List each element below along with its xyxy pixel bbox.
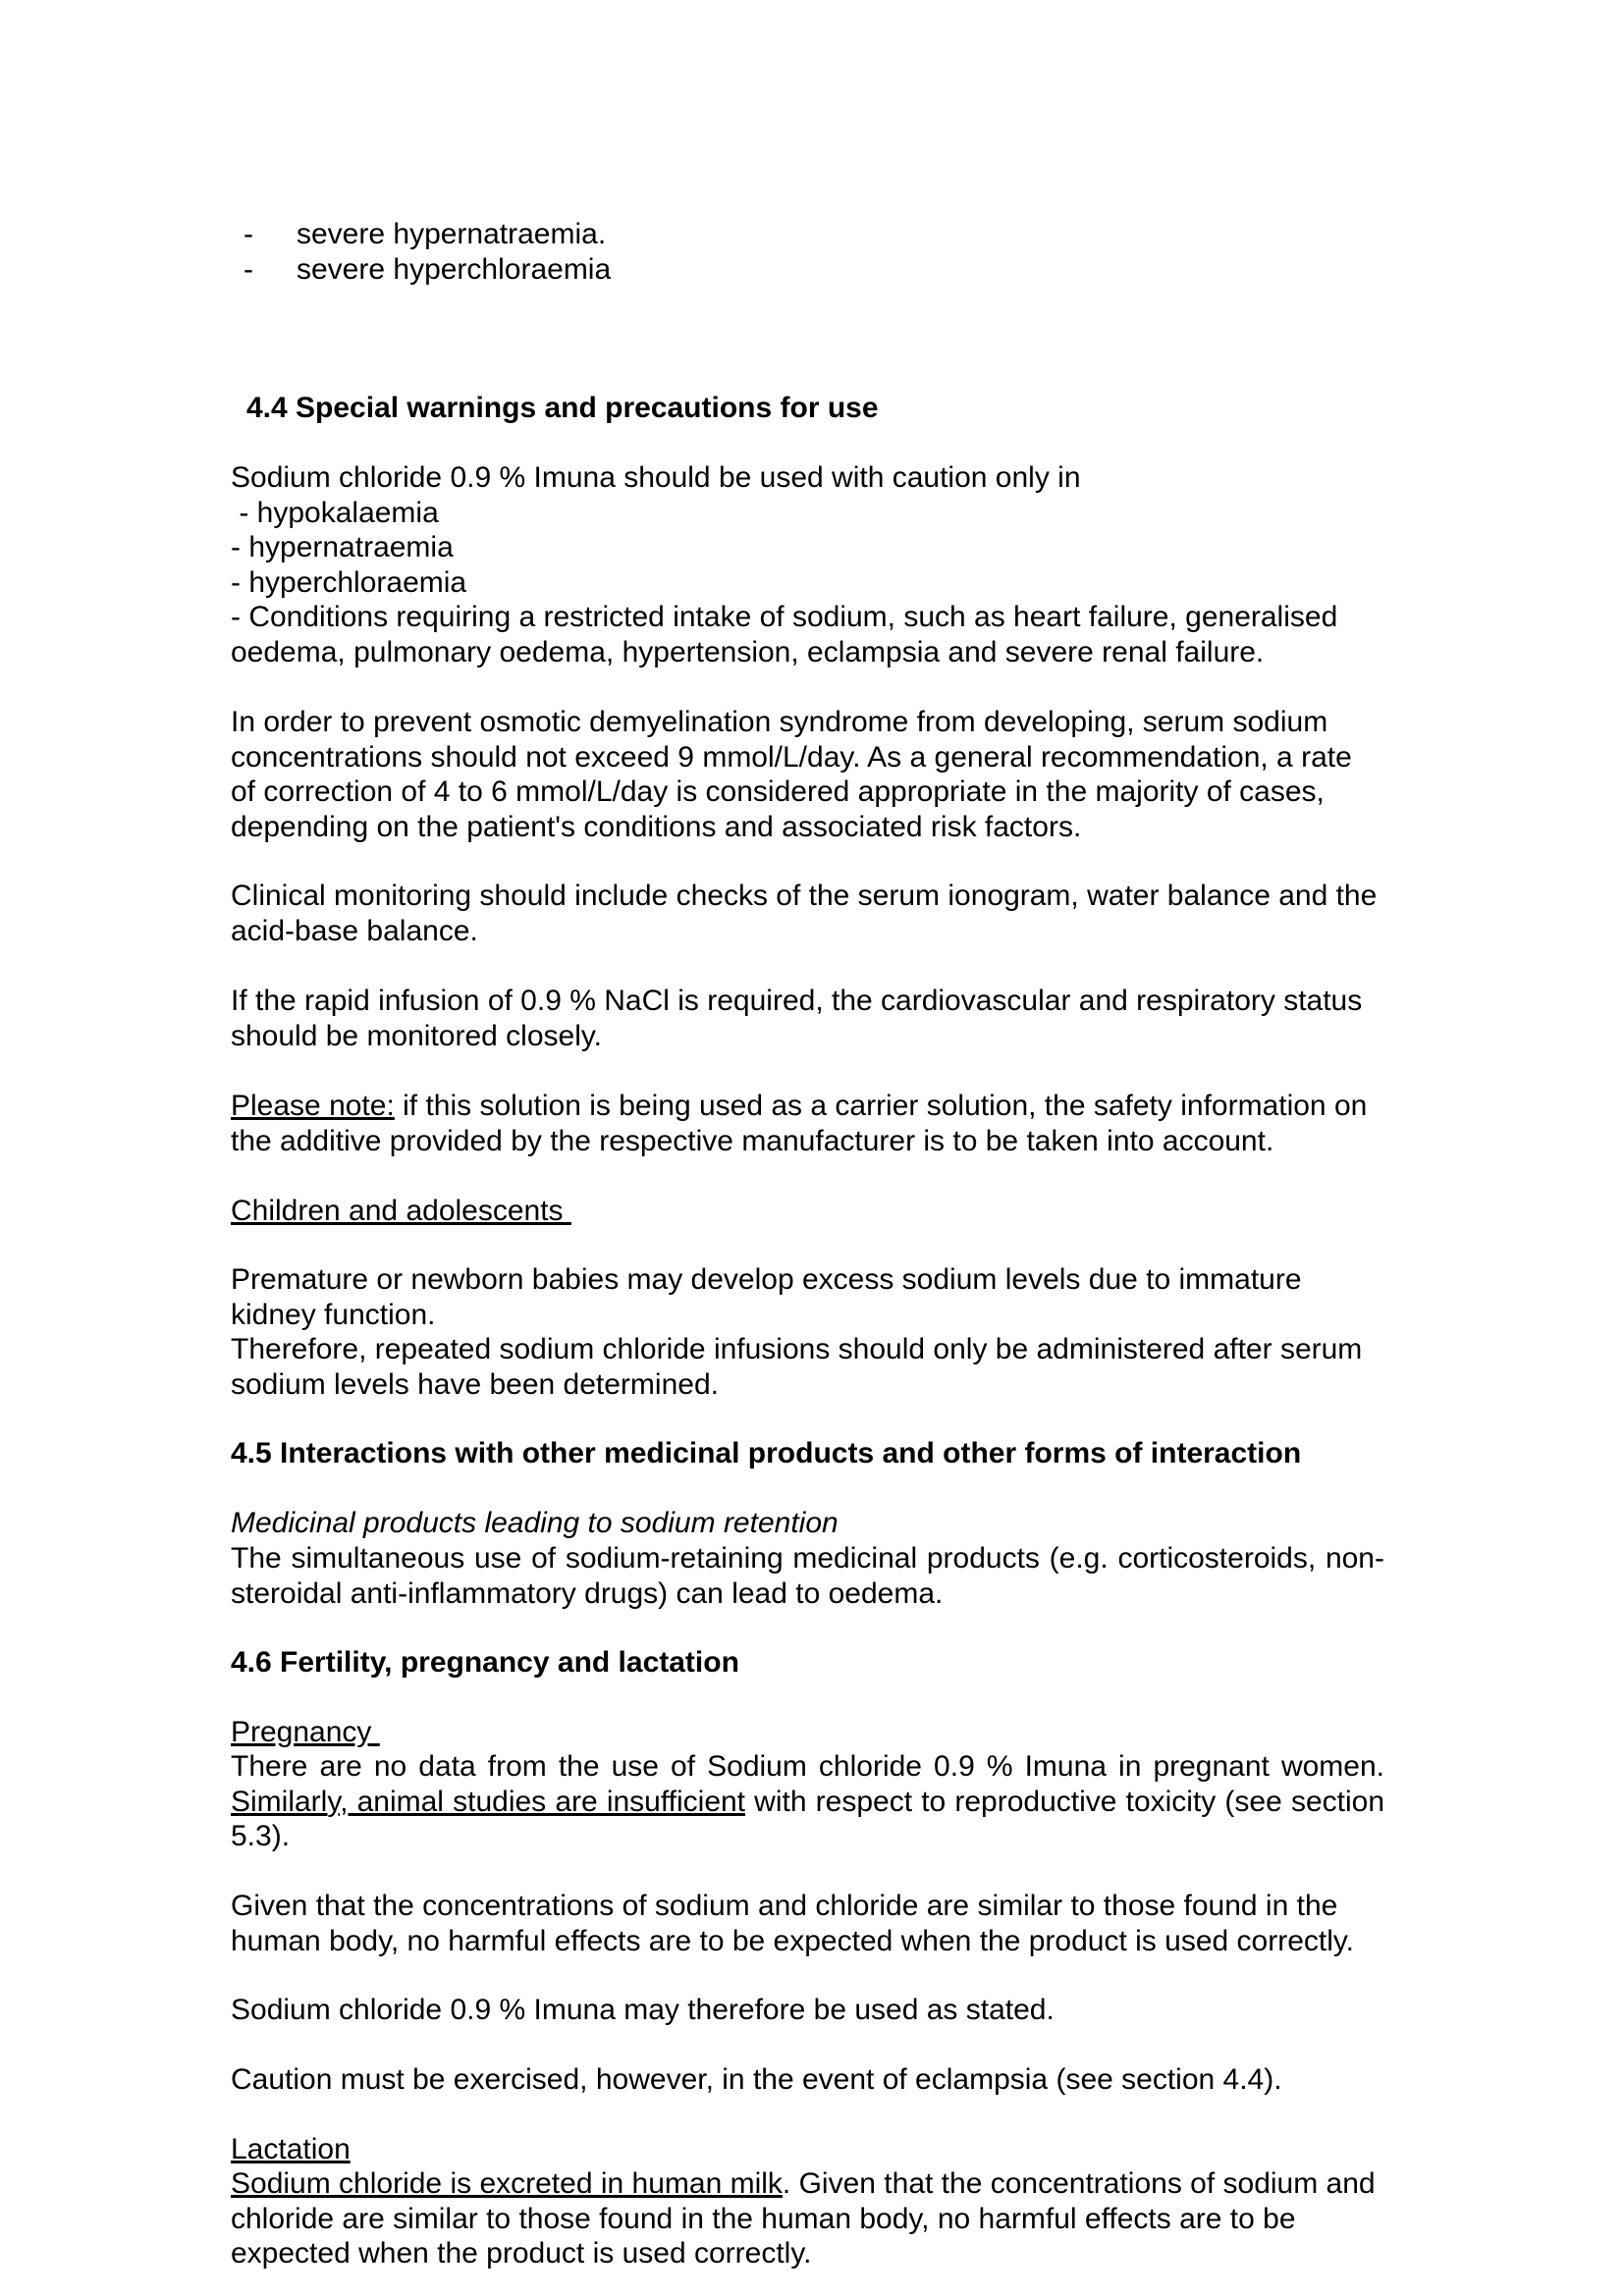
paragraph-pregnancy xyxy=(231,1749,1384,1854)
caution-item: - hypokalaemia xyxy=(231,496,439,529)
note-text: if this solution is being used as a carrier solution, the safety information on the additive provided by the respective manufacturer is to be taken into account. xyxy=(231,1090,1368,1157)
paragraph-interactions: The simultaneous use of sodium-retaining medicinal products (e.g. corticosteroids, non-steroidal anti-inflammatory drugs) can lead to oedema. xyxy=(231,1542,1384,1610)
subheading-lactation: Lactation xyxy=(231,2133,351,2165)
lactation-text: . Given that the concentrations of sodium and chloride are similar to those found in the human body, no harmful effects are to be expected when the product is used correctly. xyxy=(231,2167,1376,2269)
caution-list xyxy=(231,460,1384,600)
pregnancy-underlined: Similarly, animal studies are insufficient xyxy=(231,1785,746,1818)
caution-item-conditions: - Conditions requiring a restricted intake of sodium, such as heart failure, generalised oedema, pulmonary oedema, hypertension, eclampsia and severe renal failure. xyxy=(231,601,1338,668)
paragraph-monitoring: Clinical monitoring should include checks of the serum ionogram, water balance and the acid-base balance. xyxy=(231,880,1378,947)
list-item-text: severe hyperchloraemia xyxy=(297,253,612,286)
paragraph-children xyxy=(231,1262,1384,1402)
subheading-pregnancy: Pregnancy xyxy=(231,1716,380,1748)
paragraph-osmotic: In order to prevent osmotic demyelination syndrome from developing, serum sodium concentrations should not exceed 9 mmol/L/day. As a general recommendation, a rate of correction of 4 to 6 mmol/L/day is considered appropriate in the majority of cases, depending on the patient's conditions and associated risk factors. xyxy=(231,706,1352,843)
caution-item: - hypernatraemia xyxy=(231,531,454,563)
list-item-text: severe hypernatraemia. xyxy=(297,218,607,250)
lactation-underlined: Sodium chloride is excreted in human milk xyxy=(231,2167,783,2200)
list-dash: - xyxy=(244,218,253,250)
section-heading-4-6: 4.6 Fertility, pregnancy and lactation xyxy=(231,1646,739,1679)
pregnancy-text: There are no data from the use of Sodium chloride 0.9 % Imuna in pregnant women. xyxy=(231,1750,1384,1783)
paragraph-stated: Sodium chloride 0.9 % Imuna may therefore be used as stated. xyxy=(231,1994,1055,2026)
pregnancy-text: with respect to reproductive toxicity (see section 5.3). xyxy=(231,1785,1384,1852)
paragraph-rapid-infusion: If the rapid infusion of 0.9 % NaCl is required, the cardiovascular and respiratory status should be monitored closely. xyxy=(231,985,1363,1052)
paragraph-given: Given that the concentrations of sodium and chloride are similar to those found in the human body, no harmful effects are to be expected when the product is used correctly. xyxy=(231,1890,1354,1957)
paragraph-lactation xyxy=(231,2166,1384,2271)
children-text: Therefore, repeated sodium chloride infusions should only be administered after serum sodium levels have been determined. xyxy=(231,1333,1363,1401)
paragraph-note xyxy=(231,1089,1384,1158)
caution-intro: Sodium chloride 0.9 % Imuna should be used with caution only in xyxy=(231,461,1081,494)
section-heading-4-5: 4.5 Interactions with other medicinal products and other forms of interaction xyxy=(231,1437,1302,1469)
children-text: Premature or newborn babies may develop excess sodium levels due to immature kidney function. xyxy=(231,1263,1302,1331)
list-dash: - xyxy=(244,253,253,286)
note-label: Please note: xyxy=(231,1090,395,1122)
list-item xyxy=(244,217,606,252)
list-item xyxy=(244,252,611,288)
paragraph-caution: Caution must be exercised, however, in the event of eclampsia (see section 4.4). xyxy=(231,2063,1282,2096)
section-heading-4-4: 4.4 Special warnings and precautions for use xyxy=(246,392,879,424)
caution-item: - hyperchloraemia xyxy=(231,565,467,599)
subheading-sodium-retention: Medicinal products leading to sodium retention xyxy=(231,1507,839,1539)
subheading-children: Children and adolescents xyxy=(231,1195,571,1227)
